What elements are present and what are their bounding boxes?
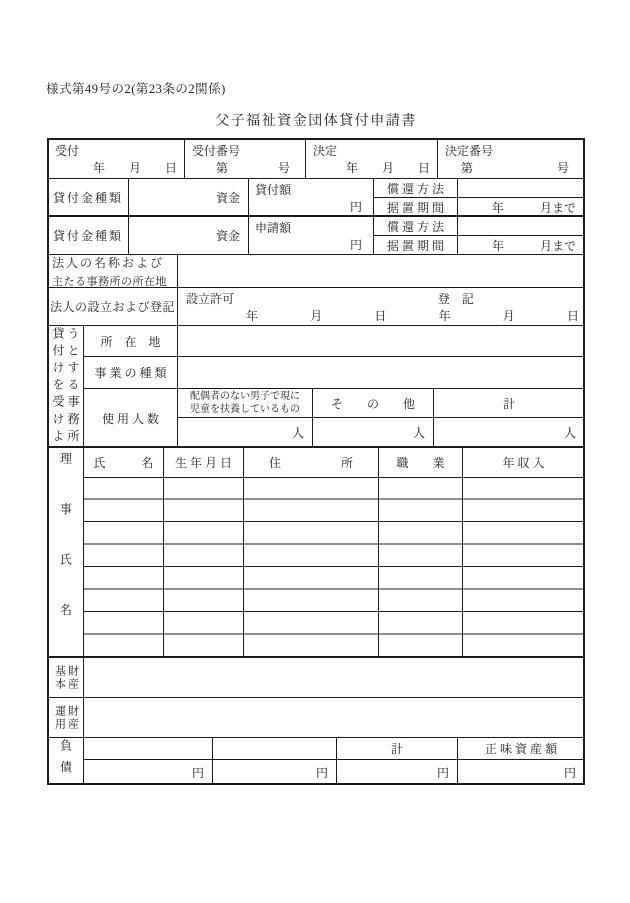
section-divider (47, 215, 585, 217)
cell-decision (305, 138, 438, 179)
corp-establish-label: 法人の設立および登記 (47, 287, 178, 326)
decision-date: 年 月 日 (345, 161, 430, 175)
date-token: 月 (502, 309, 515, 323)
liabilities-col1-header (83, 737, 213, 760)
deferment-period-label: 据 置 期 間 (373, 235, 458, 255)
date-token: 日 (566, 309, 579, 323)
grid-column-line (462, 477, 463, 657)
deferment-period-value: 年 月まで (457, 197, 585, 217)
loan-amount-cell (248, 178, 374, 217)
employees-father-count: 人 (177, 417, 313, 448)
basic-assets-col1: 基本 (53, 664, 66, 691)
employees-other-count: 人 (312, 417, 434, 448)
form-table (47, 138, 585, 785)
employees-father-header (177, 388, 313, 418)
corp-name-label (47, 254, 178, 288)
officers-side-text: 理事氏名 (58, 451, 73, 654)
employees-total-count: 人 (433, 417, 585, 448)
liabilities-col1-yen: 円 (83, 759, 213, 785)
form-number: 様式第49号の2(第23条の2関係) (46, 82, 226, 96)
liabilities-col2-yen: 円 (212, 759, 337, 785)
yen-unit: 円 (349, 238, 362, 252)
yen-unit: 円 (349, 200, 362, 214)
employees-total-header: 計 (433, 388, 585, 418)
employees-other-header: そ の 他 (312, 388, 434, 418)
operating-assets-col1: 運用 (53, 704, 66, 731)
repayment-method-input (457, 216, 585, 236)
employees-label: 使 用 人 数 (83, 388, 178, 448)
date-token: 月 (310, 309, 323, 323)
application-amount-label: 申請額 (255, 221, 292, 235)
reception-number-label: 受付番号 (192, 144, 241, 158)
fund-suffix: 資金 (215, 229, 240, 243)
loan-type-label: 貸付金種類 (47, 216, 129, 255)
office-location-input (177, 325, 585, 357)
loan-amount-label: 貸付額 (255, 183, 292, 197)
number-prefix: 第 (216, 161, 229, 175)
date-token: 年 (438, 309, 451, 323)
loan-type-input (128, 178, 249, 217)
repayment-method-label: 償 還 方 法 (373, 178, 458, 198)
grid-column-line (163, 477, 164, 657)
cell-decision-number (437, 138, 585, 179)
corp-name-label-line1: 法人の名称および (52, 255, 165, 270)
corp-name-input (177, 254, 585, 288)
establish-permit-label: 設立許可 (186, 292, 235, 306)
number-suffix: 号 (556, 161, 569, 175)
date-token: 年 (246, 309, 259, 323)
officers-col-name: 氏 名 (83, 447, 164, 478)
basic-assets-label (47, 657, 84, 698)
deferment-period-value: 年 月まで (457, 235, 585, 255)
officers-col-address: 住 所 (243, 447, 379, 478)
fund-suffix: 資金 (215, 191, 240, 205)
page-title: 父子福祉資金団体貸付申請書 (215, 114, 417, 129)
business-type-input (177, 356, 585, 389)
number-prefix: 第 (461, 161, 474, 175)
registration-label: 登 記 (437, 292, 474, 306)
liabilities-side-text: 負債 (58, 739, 73, 783)
father-header-line2: 児童を扶養しているもの (190, 404, 300, 415)
liabilities-total-header: 計 (336, 737, 458, 760)
officers-col-birth: 生 年 月 日 (163, 447, 244, 478)
section-divider (47, 446, 585, 448)
net-assets-header: 正 味 資 産 額 (457, 737, 585, 760)
operating-assets-col2: 財産 (66, 704, 79, 731)
operating-assets-input (83, 697, 585, 738)
business-type-label: 事 業 の 種 類 (83, 356, 178, 389)
net-assets-yen: 円 (457, 759, 585, 785)
loan-type-label: 貸付金種類 (47, 178, 129, 217)
liabilities-side-label (47, 737, 84, 785)
repayment-method-input (457, 178, 585, 198)
reception-date: 年 月 日 (92, 161, 177, 175)
repayment-method-label: 償 還 方 法 (373, 216, 458, 236)
basic-assets-col2: 財産 (66, 664, 79, 691)
grid-column-line (243, 477, 244, 657)
officers-col-income: 年 収 入 (462, 447, 585, 478)
number-suffix: 号 (277, 161, 290, 175)
decision-number-label: 決定番号 (445, 144, 494, 158)
corp-name-label-line2: 主たる事務所の所在地 (52, 275, 167, 288)
reception-label: 受付 (55, 144, 80, 158)
decision-label: 決定 (313, 144, 338, 158)
office-side-label (47, 325, 84, 448)
grid-column-line (378, 477, 379, 657)
officers-grid (83, 477, 585, 657)
cell-reception (47, 138, 185, 179)
cell-reception-number (184, 138, 306, 179)
application-amount-cell (248, 216, 374, 255)
loan-type-input (128, 216, 249, 255)
date-token: 日 (374, 309, 387, 323)
liabilities-total-yen: 円 (336, 759, 458, 785)
officers-side-label (47, 447, 84, 658)
officers-col-job: 職 業 (378, 447, 463, 478)
liabilities-col2-header (212, 737, 337, 760)
corp-establish-value (177, 287, 585, 326)
operating-assets-label (47, 697, 84, 738)
father-header-line1: 配偶者のない男子で現に (190, 390, 300, 402)
office-side-col2: うとする事務所 (66, 326, 80, 447)
section-divider (47, 656, 585, 658)
basic-assets-input (83, 657, 585, 698)
office-location-label: 所 在 地 (83, 325, 178, 357)
office-side-col1: 貸付けを受けよ (51, 326, 65, 447)
deferment-period-label: 据 置 期 間 (373, 197, 458, 217)
